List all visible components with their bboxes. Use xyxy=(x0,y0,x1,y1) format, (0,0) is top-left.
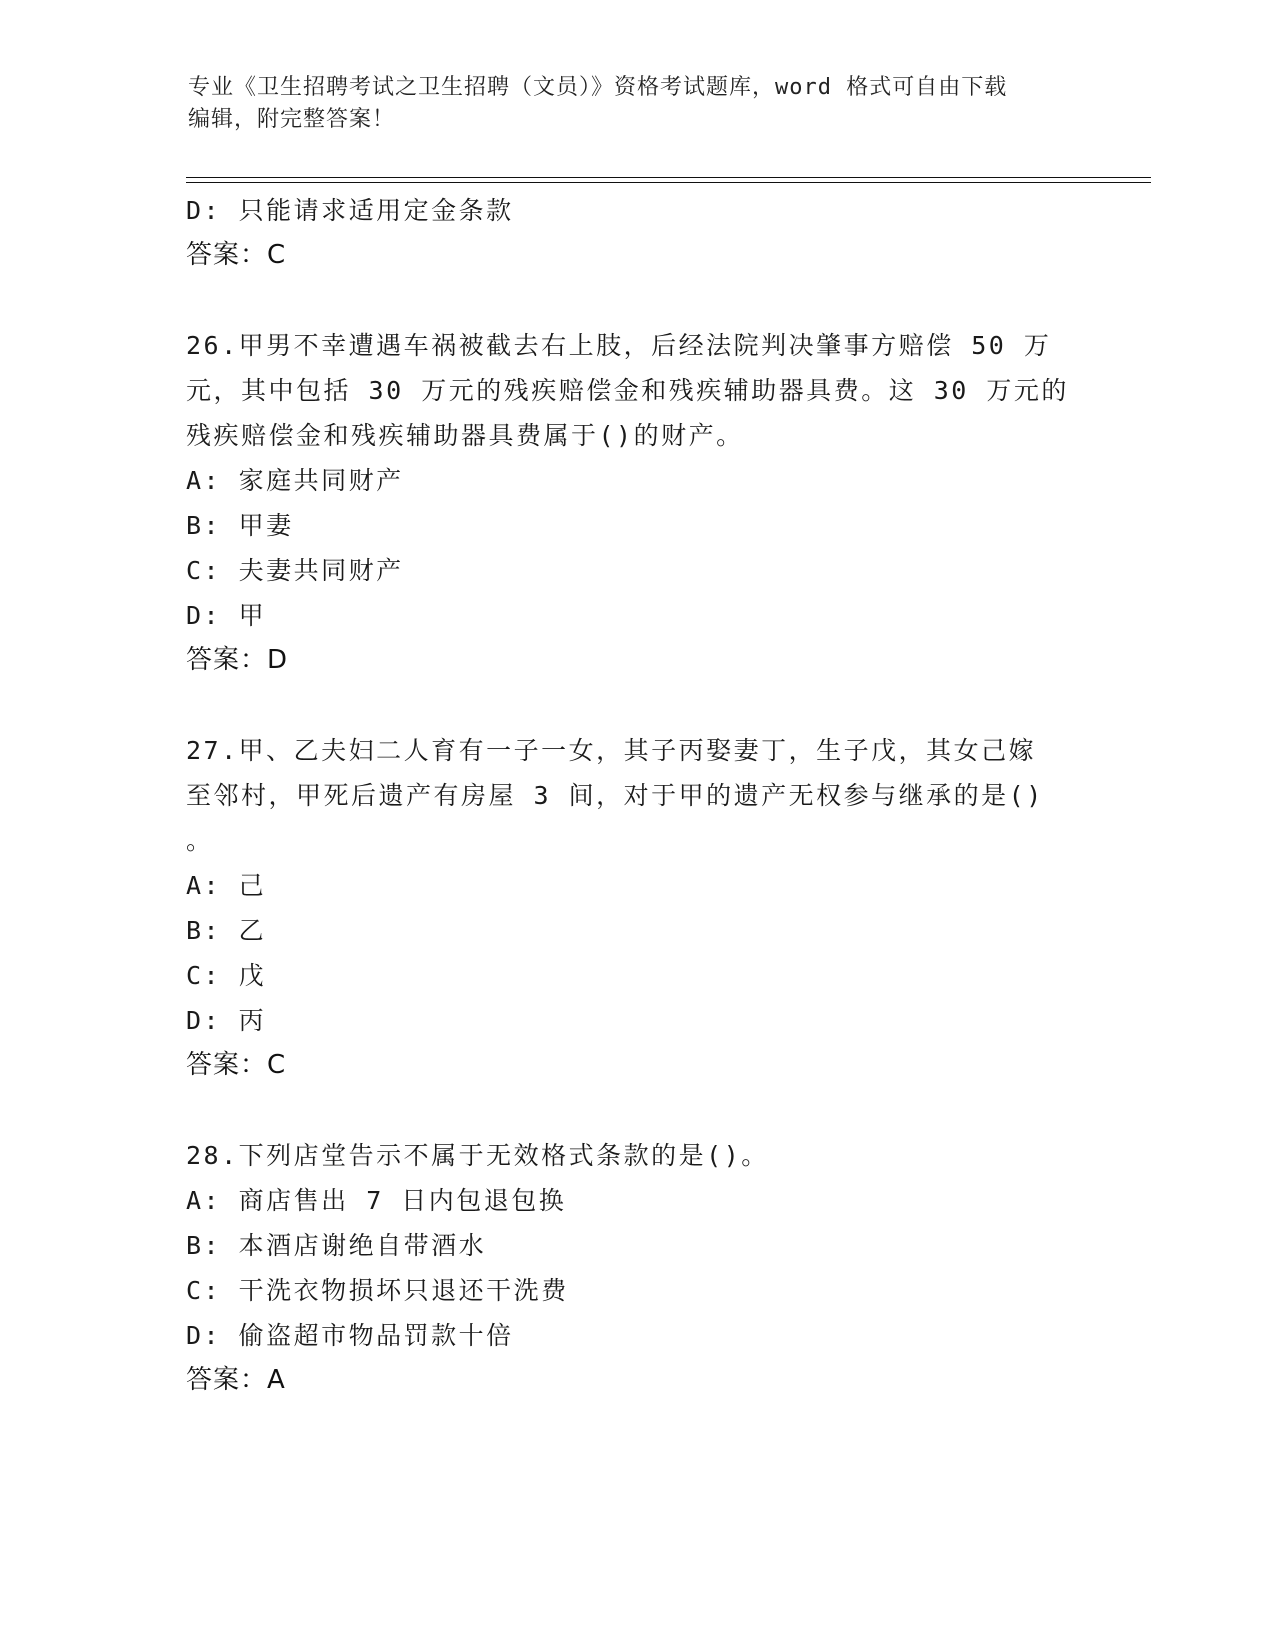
stem-line: 27.甲、乙夫妇二人育有一子一女，其子丙娶妻丁，生子戊，其女己嫁 xyxy=(186,736,1037,765)
question-26 xyxy=(186,323,1086,683)
stem-line: 26.甲男不幸遭遇车祸被截去右上肢，后经法院判决肇事方赔偿 50 万 xyxy=(186,331,1052,360)
option-c: C: 戊 xyxy=(186,961,267,990)
option-d: D: 丙 xyxy=(186,1006,267,1035)
question-27 xyxy=(186,728,1086,1088)
question-content xyxy=(186,188,1086,1403)
stem-line: 至邻村，甲死后遗产有房屋 3 间，对于甲的遗产无权参与继承的是() xyxy=(186,781,1044,810)
answer: 答案：D xyxy=(186,645,289,675)
option-d: D: 偷盗超市物品罚款十倍 xyxy=(186,1321,514,1350)
stem-line: 28.下列店堂告示不属于无效格式条款的是()。 xyxy=(186,1141,769,1170)
question-stem xyxy=(186,728,1086,863)
option-a: A: 家庭共同财产 xyxy=(186,466,404,495)
header-rule-top xyxy=(186,177,1151,178)
header-rule-bottom xyxy=(186,182,1151,183)
question-stem xyxy=(186,1133,1086,1178)
header-line-1: 专业《卫生招聘考试之卫生招聘（文员）》资格考试题库，word 格式可自由下载 xyxy=(188,75,1008,100)
question-stem xyxy=(186,323,1086,458)
spacer xyxy=(186,278,1086,323)
question-28 xyxy=(186,1133,1086,1403)
option-b: B: 本酒店谢绝自带酒水 xyxy=(186,1231,487,1260)
prev-answer: 答案：C xyxy=(186,240,287,270)
document-header xyxy=(188,72,1088,136)
option-c: C: 夫妻共同财产 xyxy=(186,556,404,585)
spacer xyxy=(186,1088,1086,1133)
stem-line: 残疾赔偿金和残疾辅助器具费属于()的财产。 xyxy=(186,421,744,450)
header-line-2: 编辑，附完整答案！ xyxy=(188,107,396,132)
option-a: A: 商店售出 7 日内包退包换 xyxy=(186,1186,567,1215)
answer: 答案：A xyxy=(186,1365,286,1395)
prev-option-d: D: 只能请求适用定金条款 xyxy=(186,196,514,225)
option-c: C: 干洗衣物损坏只退还干洗费 xyxy=(186,1276,569,1305)
option-b: B: 甲妻 xyxy=(186,511,294,540)
answer: 答案：C xyxy=(186,1050,287,1080)
spacer xyxy=(186,683,1086,728)
option-b: B: 乙 xyxy=(186,916,267,945)
option-a: A: 己 xyxy=(186,871,267,900)
stem-line: 元，其中包括 30 万元的残疾赔偿金和残疾辅助器具费。这 30 万元的 xyxy=(186,376,1069,405)
stem-line: 。 xyxy=(186,826,214,855)
option-d: D: 甲 xyxy=(186,601,267,630)
